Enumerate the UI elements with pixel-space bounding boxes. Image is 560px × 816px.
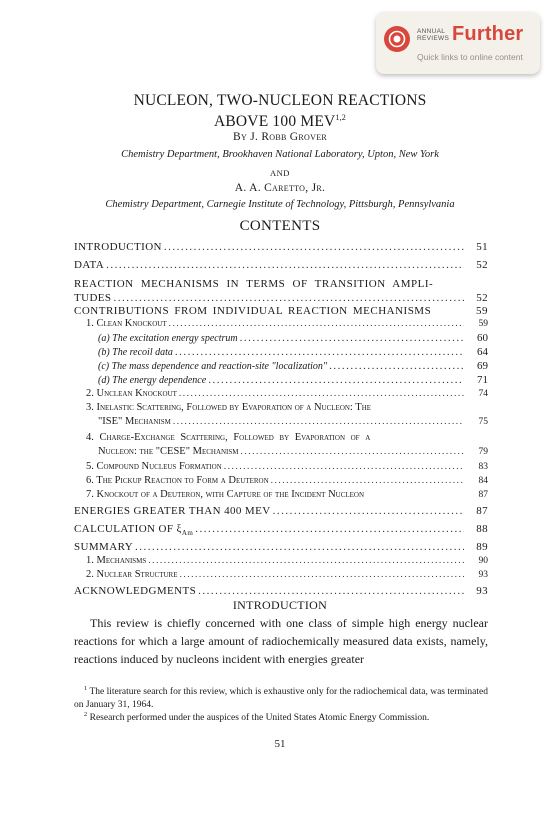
toc-entry[interactable]: DATA ..... 52	[74, 258, 488, 272]
toc-entry[interactable]: Nucleon: the "CESE" Mechanism ..... 79	[74, 445, 488, 459]
toc-entry[interactable]: 4. Charge-Exchange Scattering, Followed by Evaporation of a	[86, 432, 371, 443]
toc-entry[interactable]: SUMMARY ..... 89	[74, 540, 488, 554]
toc-entry[interactable]: REACTION MECHANISMS IN TERMS OF TRANSITION AMPLI-	[74, 278, 434, 290]
toc-entry[interactable]: 7. Knockout of a Deuteron, with Capture of the Incident Nucleon 87	[86, 489, 488, 500]
toc-entry[interactable]: INTRODUCTION ..... 51	[74, 240, 488, 254]
affiliation-2: Chemistry Department, Carnegie Institute of Technology, Pittsburgh, Pennsylvania	[105, 199, 455, 210]
title-footnote-marks: 1,2	[335, 113, 347, 122]
toc-entry[interactable]: 6. The Pickup Reaction to Form a Deuteron ..... 84	[74, 474, 488, 488]
toc-entry[interactable]: 2. Nuclear Structure ..... 93	[74, 568, 488, 582]
introduction-heading: INTRODUCTION	[232, 598, 328, 612]
article-title-line1: NUCLEON, TWO-NUCLEON REACTIONS	[133, 92, 427, 109]
contents-heading: CONTENTS	[239, 218, 321, 234]
toc-entry[interactable]: (c) The mass dependence and reaction-site "localization" ..... 69	[74, 359, 488, 373]
toc-entry[interactable]: 3. Inelastic Scattering, Followed by Evaporation of a Nucleon: The	[86, 402, 372, 413]
badge-further-word: Further	[452, 23, 524, 45]
toc-entry[interactable]: ENERGIES GREATER THAN 400 MEV ..... 87	[74, 504, 488, 518]
introduction-paragraph: This review is chiefly concerned with one class of simple high energy nuclear reactions for which a large amount of radiochemically measured data exists, namely, reactions induced by nucleons incident with energies greater	[74, 616, 488, 666]
author-2: A. A. Caretto, Jr.	[234, 182, 326, 194]
toc-entry[interactable]: 1. Clean Knockout ..... 59	[74, 317, 488, 331]
footnote-2: $^2$ Research performed under the auspices of the United States Atomic Energy Commission.	[84, 711, 430, 724]
toc-entry[interactable]: CALCULATION OF $\xi_{Am}$ ..... 88	[74, 522, 488, 536]
page-number: 51	[274, 738, 286, 750]
author-conjunction: AND	[270, 168, 290, 178]
toc-entry[interactable]: 2. Unclean Knockout ..... 74	[74, 387, 488, 401]
toc-entry[interactable]: TUDES ..... 52	[74, 291, 488, 305]
badge-publisher: ANNUAL REVIEWS	[417, 28, 450, 42]
xi-subscript: Am	[181, 529, 194, 538]
toc-entry[interactable]: CONTRIBUTIONS FROM INDIVIDUAL REACTION MECHANISMS 59	[74, 305, 488, 317]
toc-entry[interactable]: 1. Mechanisms ..... 90	[74, 554, 488, 568]
toc-entry[interactable]: (d) The energy dependence ..... 71	[74, 373, 488, 387]
toc-entry[interactable]: 5. Compound Nucleus Formation ..... 83	[74, 460, 488, 474]
article-title-line2: ABOVE 100 MEV$^{1,2}$	[213, 113, 347, 131]
footnote-1: $^1$ The literature search for this review, which is exhaustive only for the radiochemical data, was terminated on January 31, 1964.	[74, 685, 488, 711]
annual-reviews-further-badge[interactable]	[376, 12, 540, 74]
further-logo-icon	[384, 26, 410, 52]
badge-tagline: Quick links to online content	[417, 52, 523, 62]
toc-entry[interactable]: "ISE" Mechanism ..... 75	[74, 415, 488, 429]
author-1: By J. Robb Grover	[232, 131, 328, 143]
toc-entry[interactable]: ACKNOWLEDGMENTS ..... 93	[74, 584, 488, 598]
affiliation-1: Chemistry Department, Brookhaven National Laboratory, Upton, New York	[121, 149, 439, 160]
toc-entry[interactable]: (a) The excitation energy spectrum ..... 60	[74, 331, 488, 345]
toc-entry[interactable]: (b) The recoil data ..... 64	[74, 345, 488, 359]
